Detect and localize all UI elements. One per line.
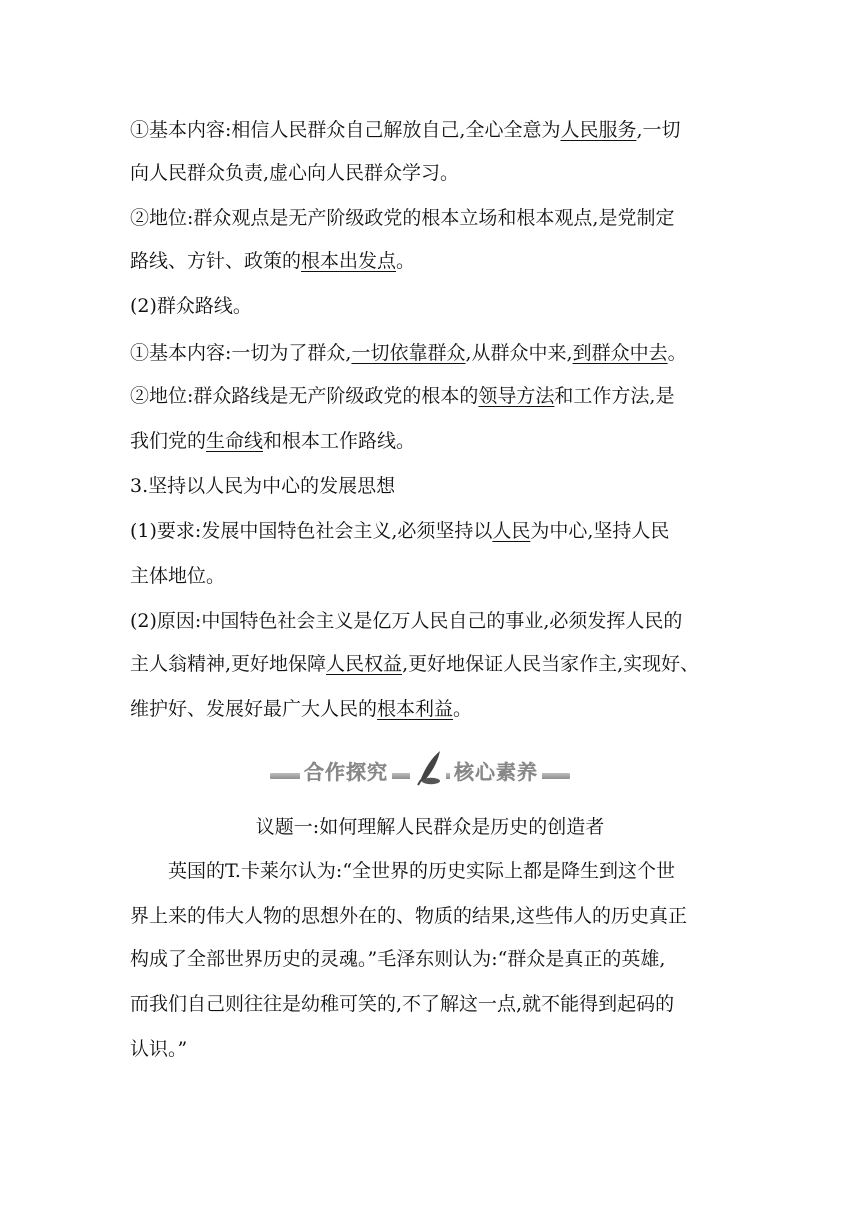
underlined-keyword: 人民服务 xyxy=(560,119,637,141)
text-segment: (1)要求:发展中国特色社会主义,必须坚持以 xyxy=(130,520,493,542)
text-segment: (2)群众路线。 xyxy=(130,295,252,317)
text-line xyxy=(130,340,770,366)
underlined-keyword: 根本利益 xyxy=(377,698,454,720)
text-segment: ,一切 xyxy=(636,119,681,141)
underlined-keyword: 到群众中去 xyxy=(572,342,668,364)
text-segment: ①基本内容:相信人民群众自己解放自己,全心全意为 xyxy=(130,119,561,141)
text-segment: 。 xyxy=(396,250,416,272)
text-segment: 我们党的 xyxy=(130,430,207,452)
text-line xyxy=(130,563,770,589)
text-segment: 和根本工作路线。 xyxy=(263,430,416,452)
text-line xyxy=(130,160,770,186)
text-segment: ,从群众中来, xyxy=(465,342,573,364)
text-segment: 路线、方针、政策的 xyxy=(130,250,302,272)
underlined-keyword: 根本出发点 xyxy=(301,250,397,272)
underlined-keyword: 领导方法 xyxy=(478,385,555,407)
paragraph-line: 英国的T.卡莱尔认为:“全世界的历史实际上都是降生到这个世 xyxy=(130,860,676,882)
text-segment: 维护好、发展好最广大人民的 xyxy=(130,698,378,720)
text-segment: 。 xyxy=(667,342,687,364)
text-line xyxy=(130,293,770,319)
quill-ink-icon xyxy=(410,749,446,787)
topic-title: 议题一:如何理解人民群众是历史的创造者 xyxy=(255,816,605,838)
text-segment: 主体地位。 xyxy=(130,565,226,587)
text-line xyxy=(130,117,770,143)
text-line xyxy=(130,696,770,722)
text-line xyxy=(130,428,770,454)
text-line xyxy=(130,473,770,499)
underlined-keyword: 人民 xyxy=(492,520,531,542)
paragraph-line: 认识。” xyxy=(130,1038,188,1060)
text-segment: ②地位:群众观点是无产阶级政党的根本立场和根本观点,是党制定 xyxy=(130,207,675,229)
text-segment: 为中心,坚持人民 xyxy=(530,520,670,542)
banner-left-text: 合作探究 xyxy=(300,756,392,785)
paragraph-line: 构成了全部世界历史的灵魂。”毛泽东则认为:“群众是真正的英雄, xyxy=(130,948,666,970)
text-segment: ,更好地保证人民当家作主,实现好、 xyxy=(402,653,700,675)
text-line xyxy=(130,383,770,409)
section-banner xyxy=(270,753,570,787)
text-segment: 。 xyxy=(453,698,473,720)
text-line xyxy=(130,518,770,544)
text-line xyxy=(130,205,770,231)
text-line xyxy=(130,248,770,274)
text-line xyxy=(130,651,770,677)
underlined-keyword: 生命线 xyxy=(206,430,264,452)
text-segment: ①基本内容:一切为了群众, xyxy=(130,342,352,364)
text-segment: 主人翁精神,更好地保障 xyxy=(130,653,327,675)
text-segment: 和工作方法,是 xyxy=(554,385,675,407)
underlined-keyword: 人民权益 xyxy=(326,653,403,675)
underlined-keyword: 一切依靠群众 xyxy=(351,342,466,364)
text-segment: 3.坚持以人民为中心的发展思想 xyxy=(130,475,396,497)
paragraph-line: 而我们自己则往往是幼稚可笑的,不了解这一点,就不能得到起码的 xyxy=(130,993,675,1015)
text-segment: 向人民群众负责,虚心向人民群众学习。 xyxy=(130,162,460,184)
paragraph-line: 界上来的伟大人物的思想外在的、物质的结果,这些伟人的历史真正 xyxy=(130,905,688,927)
text-line xyxy=(130,608,770,634)
text-segment: (2)原因:中国特色社会主义是亿万人民自己的事业,必须发挥人民的 xyxy=(130,610,683,632)
banner-right-text: 核心素养 xyxy=(450,756,542,785)
text-segment: ②地位:群众路线是无产阶级政党的根本的 xyxy=(130,385,479,407)
